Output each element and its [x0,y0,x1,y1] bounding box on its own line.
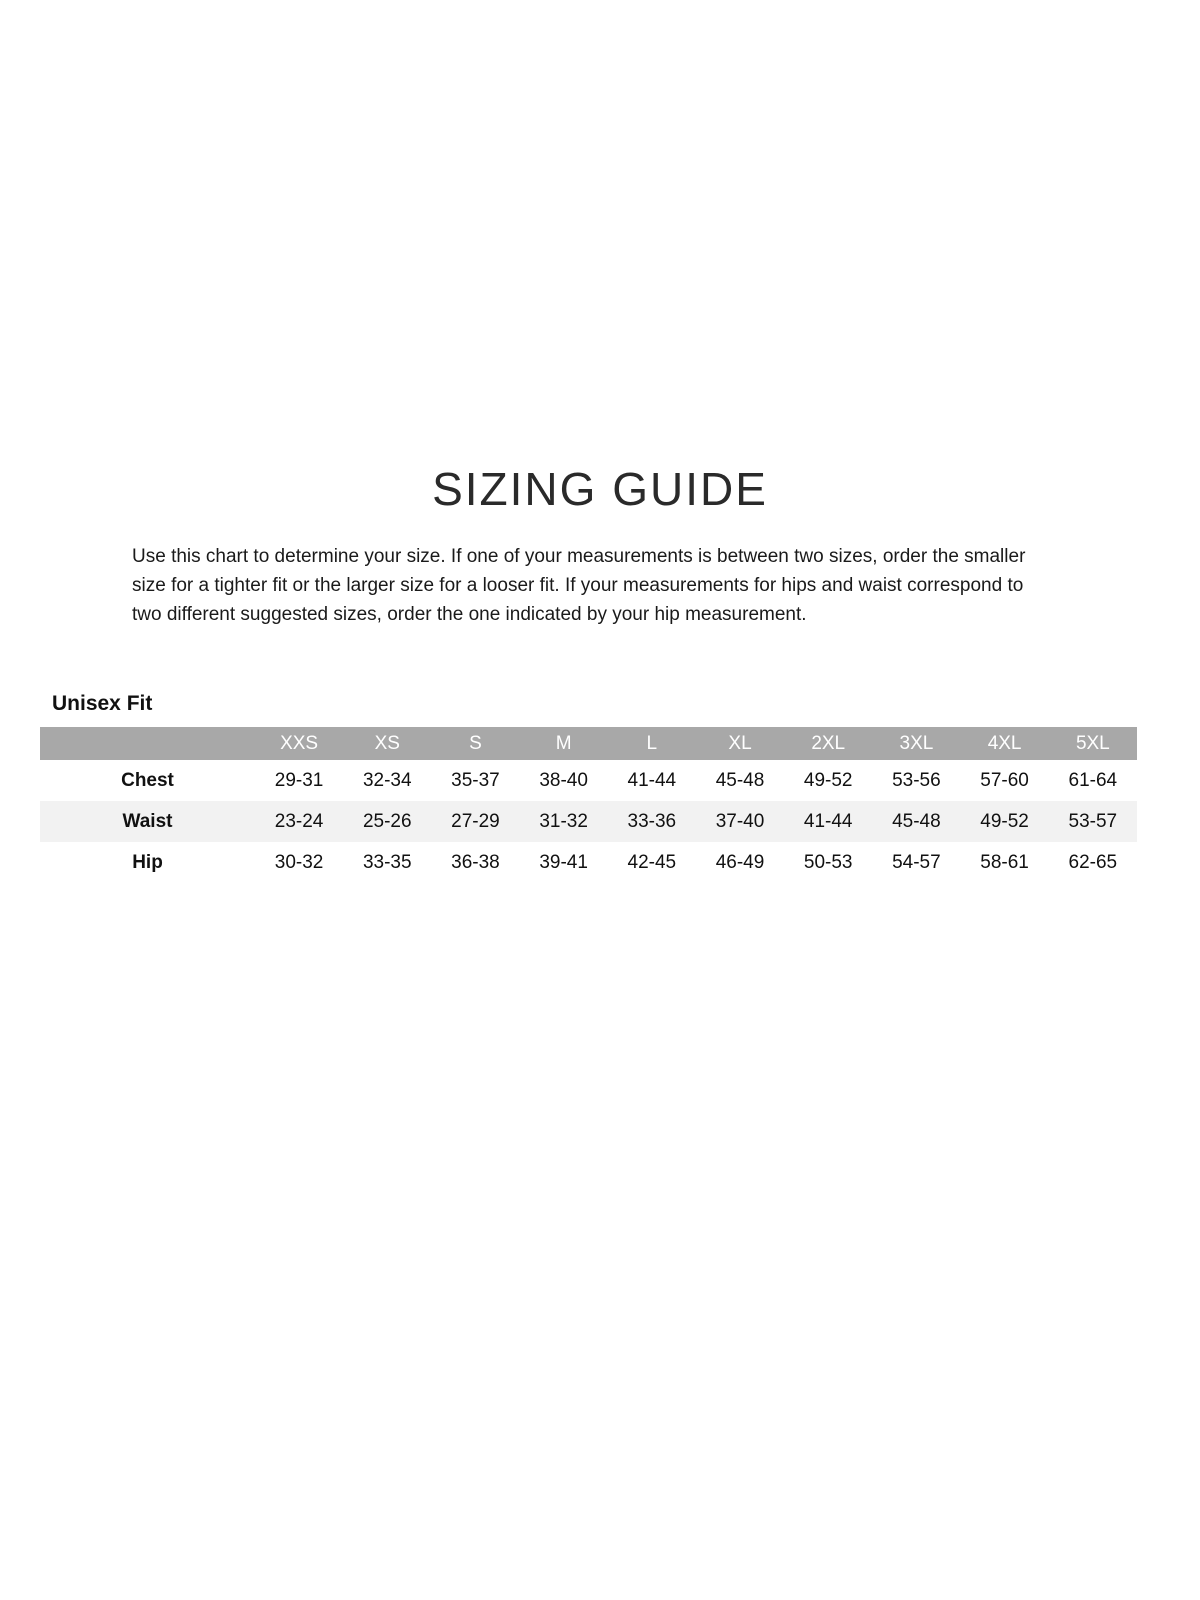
waist-value: 49-52 [980,810,1029,832]
size-col-header: L [608,727,696,760]
table-header-empty-cell [40,727,255,760]
waist-value: 37-40 [715,810,765,832]
row-label-hip: Hip [132,851,163,873]
hip-value: 54-57 [892,851,941,873]
page-title: SIZING GUIDE [432,463,768,515]
row-label-waist: Waist [122,810,173,832]
hip-value: 46-49 [715,851,765,873]
waist-value: 31-32 [539,810,588,832]
size-col-header: 4XL [961,727,1049,760]
table-row-chest [40,760,1137,801]
intro-text: Use this chart to determine your size. If one of your measurements is between two sizes, order the smaller size for a tighter fit or the larger size for a looser fit. If your measurements for hips and waist correspond to two different suggested sizes, order the one indicated by your hip measurement. [132,546,1026,625]
hip-value: 33-35 [362,851,412,873]
hip-value: 42-45 [627,851,677,873]
waist-value: 27-29 [451,810,500,832]
sizing-table [40,727,1137,883]
size-col-header: M [520,727,608,760]
chest-value: 41-44 [627,769,677,791]
hip-value: 39-41 [539,851,588,873]
chest-value: 49-52 [803,769,853,791]
hip-value: 50-53 [803,851,853,873]
chest-value: 53-56 [892,769,941,791]
hip-value: 58-61 [980,851,1029,873]
chest-value: 38-40 [539,769,588,791]
chest-value: 35-37 [451,769,500,791]
table-row-hip [40,842,1137,883]
chest-value: 61-64 [1068,769,1118,791]
table-row-waist [40,801,1137,842]
table-header-row [40,727,1137,760]
waist-value: 25-26 [362,810,412,832]
size-col-header: XL [696,727,784,760]
row-label-chest: Chest [121,769,174,791]
chest-value: 57-60 [980,769,1029,791]
waist-value: 45-48 [892,810,941,832]
chest-value: 32-34 [362,769,412,791]
size-col-header: S [431,727,519,760]
waist-value: 33-36 [627,810,677,832]
hip-value: 62-65 [1068,851,1118,873]
size-col-header: XXS [255,727,343,760]
size-col-header: 2XL [784,727,872,760]
size-col-header: 5XL [1049,727,1137,760]
chest-value: 29-31 [274,769,324,791]
waist-value: 23-24 [274,810,324,832]
section-label-unisex-fit: Unisex Fit [52,692,153,715]
waist-value: 53-57 [1068,810,1118,832]
waist-value: 41-44 [803,810,853,832]
size-col-header: 3XL [872,727,960,760]
size-col-header: XS [343,727,431,760]
hip-value: 30-32 [274,851,324,873]
hip-value: 36-38 [451,851,500,873]
chest-value: 45-48 [715,769,765,791]
